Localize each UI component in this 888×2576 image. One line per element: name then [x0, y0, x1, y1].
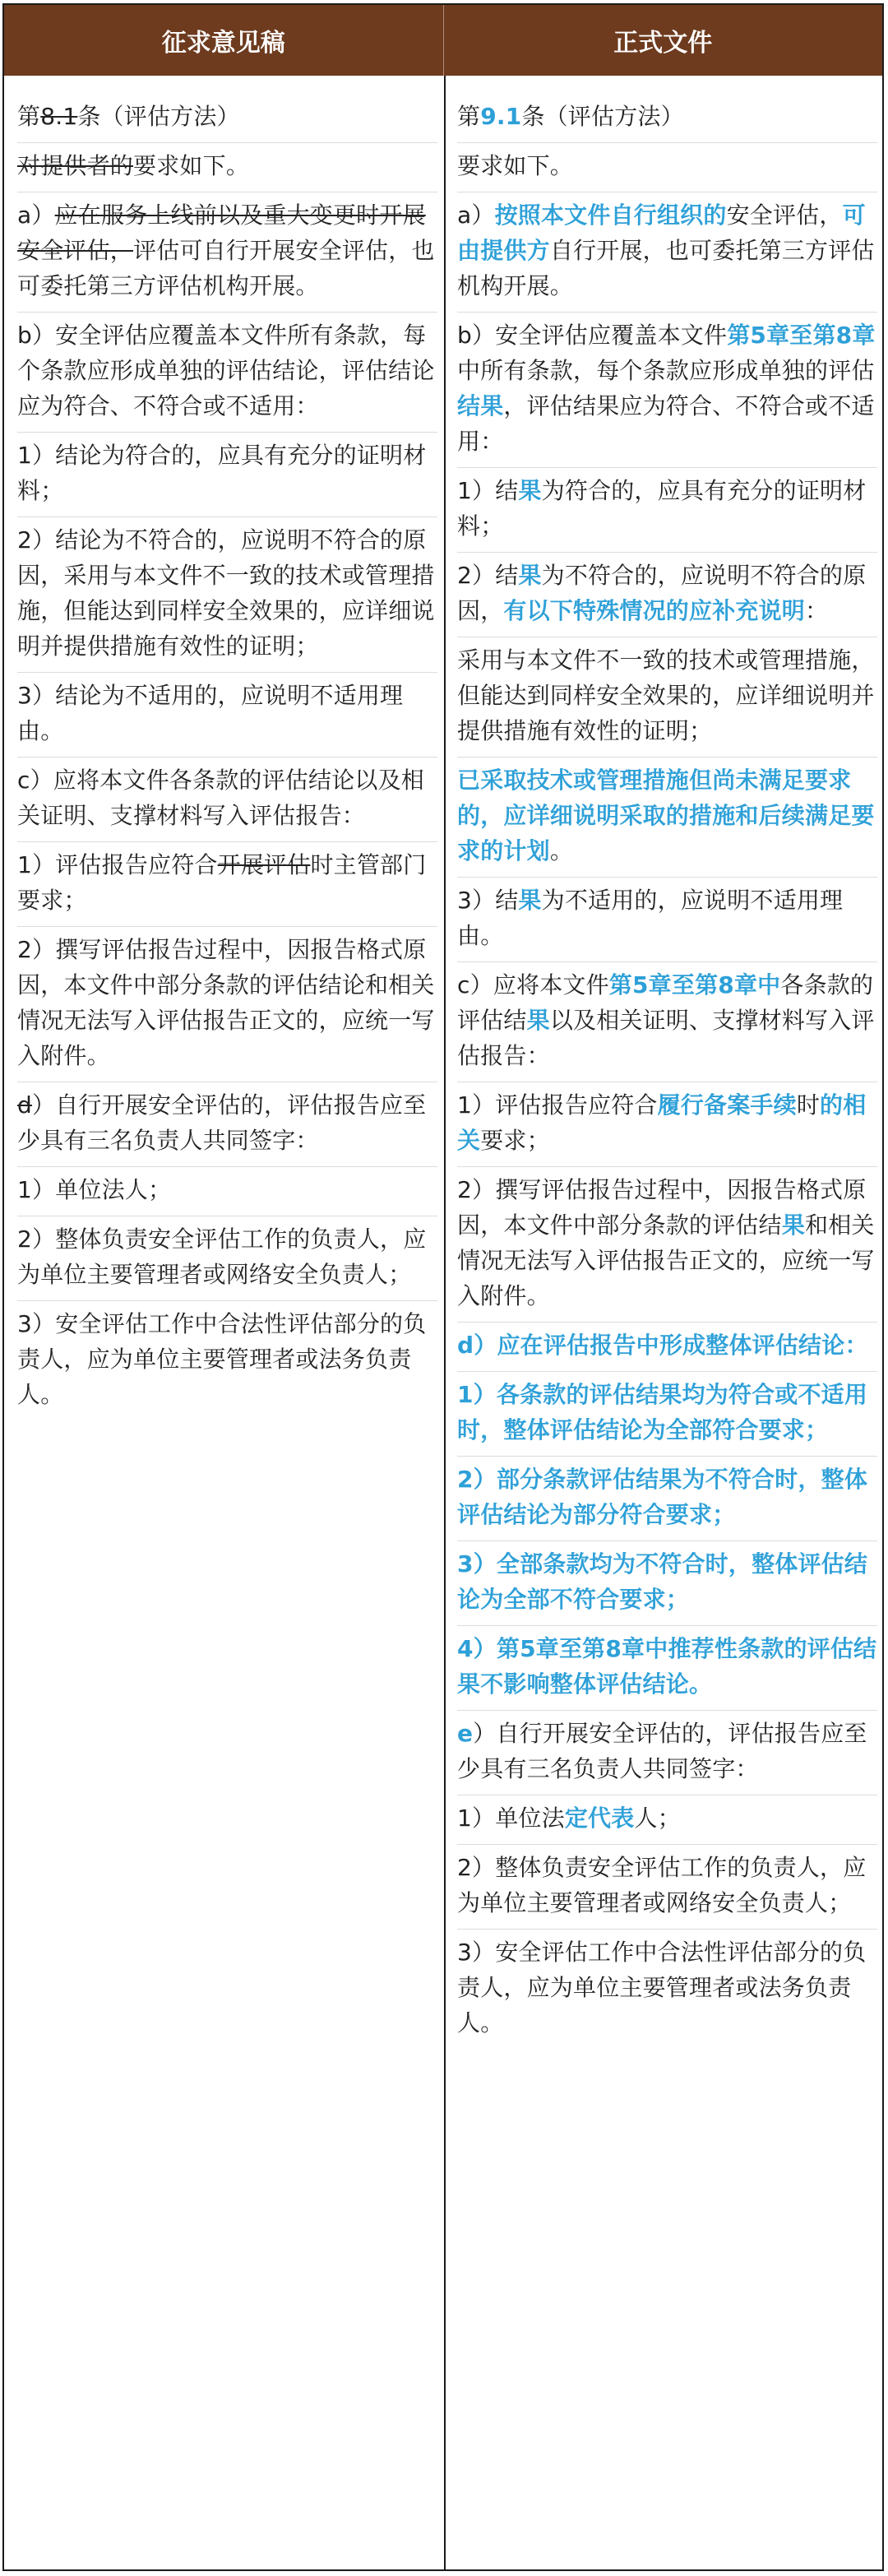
right-paragraph: [457, 1541, 877, 1626]
paragraph-text: 第: [457, 103, 481, 130]
final-column: [444, 76, 882, 2569]
paragraph-text: c）应将本文件: [457, 971, 609, 998]
paragraph-text: 为不适用的，应说明不适用理由。: [457, 887, 844, 949]
right-paragraph: [457, 1167, 877, 1323]
paragraph-text: 安全评估，: [726, 202, 843, 229]
left-paragraph: [17, 1301, 437, 1420]
paragraph-text: 条（评估方法）: [77, 103, 240, 130]
right-paragraph: [457, 1845, 877, 1930]
paragraph-text: 采用与本文件不一致的技术或管理措施，但能达到同样安全效果的，应详细说明并提供措施有效性的证明；: [457, 646, 875, 744]
paragraph-text: 条（评估方法）: [521, 103, 684, 130]
right-paragraph: [457, 192, 877, 313]
header-draft-title: 征求意见稿: [161, 29, 285, 58]
paragraph-text: 1）结: [457, 477, 519, 504]
table-header: [4, 5, 882, 76]
paragraph-text: c）应将本文件各条款的评估结论以及相关证明、支撑材料写入评估报告：: [17, 767, 424, 829]
added-text: 2）部分条款评估结果为不符合时，整体评估结论为部分符合要求；: [457, 1466, 868, 1528]
added-text: 的相关: [457, 1091, 867, 1154]
left-paragraph: [17, 758, 437, 842]
added-text: 第5章至第8章: [727, 322, 876, 349]
right-paragraph: [457, 758, 877, 878]
added-text: 9.1: [480, 103, 522, 130]
added-text: 第5章至第8章中: [608, 971, 781, 998]
paragraph-text: 3）安全评估工作中合法性评估部分的负责人，应为单位主要管理者或法务负责人。: [17, 1310, 427, 1408]
left-paragraph: [17, 1167, 437, 1216]
right-paragraph: [457, 1372, 877, 1457]
paragraph-text: ）自行开展安全评估的，评估报告应至少具有三名负责人共同签字：: [17, 1091, 427, 1154]
left-paragraph: [17, 1082, 437, 1167]
added-text: 3）全部条款均为不符合时，整体评估结论为全部不符合要求；: [457, 1550, 868, 1613]
right-paragraph: [457, 1323, 877, 1372]
added-text: 可由提供方: [457, 202, 866, 264]
left-paragraph: [17, 1216, 437, 1301]
left-paragraph: [17, 313, 437, 433]
paragraph-text: 各条款的评估结: [457, 971, 874, 1034]
right-paragraph: [457, 468, 877, 553]
paragraph-text: 1）单位法人；: [17, 1176, 172, 1203]
paragraph-text: b）安全评估应覆盖本文件所有条款，每个条款应形成单独的评估结论，评估结论应为符合、不符合或不适用：: [17, 322, 435, 419]
paragraph-text: 2）整体负责安全评估工作的负责人，应为单位主要管理者或网络安全负责人；: [17, 1225, 427, 1288]
paragraph-text: b）安全评估应覆盖本文件: [457, 322, 728, 349]
paragraph-text: 3）结论为不适用的，应说明不适用理由。: [17, 682, 404, 744]
paragraph-text: 1）评估报告应符合: [17, 851, 218, 878]
paragraph-text: 3）结: [457, 887, 519, 914]
paragraph-text: 人；: [634, 1805, 681, 1832]
added-text: 1）各条款的评估结果均为符合或不适用时，整体评估结论为全部符合要求；: [457, 1381, 868, 1443]
draft-column: [4, 76, 444, 2569]
paragraph-text: 。: [549, 837, 574, 864]
right-paragraph: [457, 962, 877, 1082]
paragraph-text: 为不符合的，应说明不符合的原因，: [457, 562, 867, 624]
paragraph-text: 评估可自行开展安全评估，也可委托第三方评估机构开展。: [17, 237, 435, 299]
added-text: 按照本文件自行组织的: [494, 202, 727, 229]
added-text: 果: [518, 562, 542, 589]
paragraph-text: ）自行开展安全评估的，评估报告应至少具有三名负责人共同签字：: [457, 1720, 867, 1782]
added-text: 结果: [457, 392, 504, 419]
added-text: 定代表: [564, 1805, 635, 1832]
deleted-text: 对提供者的: [17, 152, 134, 179]
added-text: 果: [518, 477, 542, 504]
paragraph-text: 要求如下。: [457, 152, 574, 179]
paragraph-text: 1）结论为符合的，应具有充分的证明材料；: [17, 442, 427, 504]
right-paragraph: [457, 1930, 877, 2049]
right-paragraph: [457, 1082, 877, 1167]
right-paragraph: [457, 1457, 877, 1541]
deleted-text: d: [17, 1091, 32, 1119]
paragraph-text: 要求；: [480, 1127, 550, 1154]
comparison-table: [2, 3, 884, 2571]
paragraph-text: ，评估结果应为符合、不符合或不适用：: [457, 392, 875, 455]
paragraph-text: 要求如下。: [133, 152, 250, 179]
added-text: 4）第5章至第8章中推荐性条款的评估结果不影响整体评估结论。: [457, 1635, 877, 1698]
paragraph-text: 以及相关证明、支撑材料写入评估报告：: [457, 1007, 875, 1069]
added-text: e: [457, 1720, 474, 1747]
deleted-text: 开展评估: [217, 851, 311, 878]
left-paragraph: [17, 94, 437, 143]
added-text: 果: [526, 1007, 550, 1034]
added-text: d）应在评估报告中形成整体评估结论：: [457, 1332, 868, 1359]
paragraph-text: 2）结: [457, 562, 519, 589]
left-paragraph: [17, 673, 437, 758]
added-text: 已采取技术或管理措施但尚未满足要求的，应详细说明采取的措施和后续满足要求的计划: [457, 767, 875, 864]
paragraph-text: 时: [796, 1091, 821, 1119]
paragraph-text: 2）整体负责安全评估工作的负责人，应为单位主要管理者或网络安全负责人；: [457, 1854, 867, 1916]
left-paragraph: [17, 433, 437, 517]
paragraph-text: 1）单位法: [457, 1805, 565, 1832]
left-paragraph: [17, 517, 437, 673]
paragraph-text: 时主管部门要求；: [17, 851, 427, 914]
right-paragraph: [457, 1711, 877, 1795]
paragraph-text: 3）安全评估工作中合法性评估部分的负责人，应为单位主要管理者或法务负责人。: [457, 1939, 867, 2036]
deleted-text: 8.1: [40, 103, 78, 130]
paragraph-text: 第: [17, 103, 41, 130]
left-paragraph: [17, 842, 437, 927]
paragraph-text: 2）结论为不符合的，应说明不符合的原因，采用与本文件不一致的技术或管理措施，但能达到同样安全效果的，应详细说明并提供措施有效性的证明；: [17, 526, 435, 660]
left-paragraph: [17, 192, 437, 313]
left-paragraph: [17, 927, 437, 1082]
paragraph-text: 1）评估报告应符合: [457, 1091, 658, 1119]
left-paragraph: [17, 143, 437, 192]
right-paragraph: [457, 143, 877, 192]
paragraph-text: ：: [805, 597, 829, 624]
right-paragraph: [457, 313, 877, 468]
deleted-text: 应在服务上线前以及重大变更时开展安全评估，: [17, 202, 426, 264]
right-paragraph: [457, 878, 877, 962]
paragraph-text: a）: [17, 202, 55, 229]
paragraph-text: a）: [457, 202, 495, 229]
added-text: 果: [781, 1212, 806, 1239]
table-body: [4, 76, 882, 2569]
added-text: 有以下特殊情况的应补充说明: [503, 597, 806, 624]
right-paragraph: [457, 637, 877, 758]
paragraph-text: 中所有条款，每个条款应形成单独的评估: [457, 357, 875, 384]
paragraph-text: 和相关情况无法写入评估报告正文的，应统一写入附件。: [457, 1212, 875, 1309]
paragraph-text: 为符合的，应具有充分的证明材料；: [457, 477, 867, 540]
paragraph-text: 2）撰写评估报告过程中，因报告格式原因，本文件中部分条款的评估结: [457, 1176, 867, 1239]
right-paragraph: [457, 1795, 877, 1845]
right-paragraph: [457, 553, 877, 637]
header-final-title: 正式文件: [443, 5, 883, 76]
added-text: 履行备案手续: [657, 1091, 797, 1119]
right-paragraph: [457, 1626, 877, 1711]
paragraph-text: 2）撰写评估报告过程中，因报告格式原因，本文件中部分条款的评估结论和相关情况无法写入评估报告正文的，应统一写入附件。: [17, 936, 435, 1069]
paragraph-text: 自行开展，也可委托第三方评估机构开展。: [457, 237, 875, 299]
right-paragraph: [457, 94, 877, 143]
added-text: 果: [518, 887, 542, 914]
